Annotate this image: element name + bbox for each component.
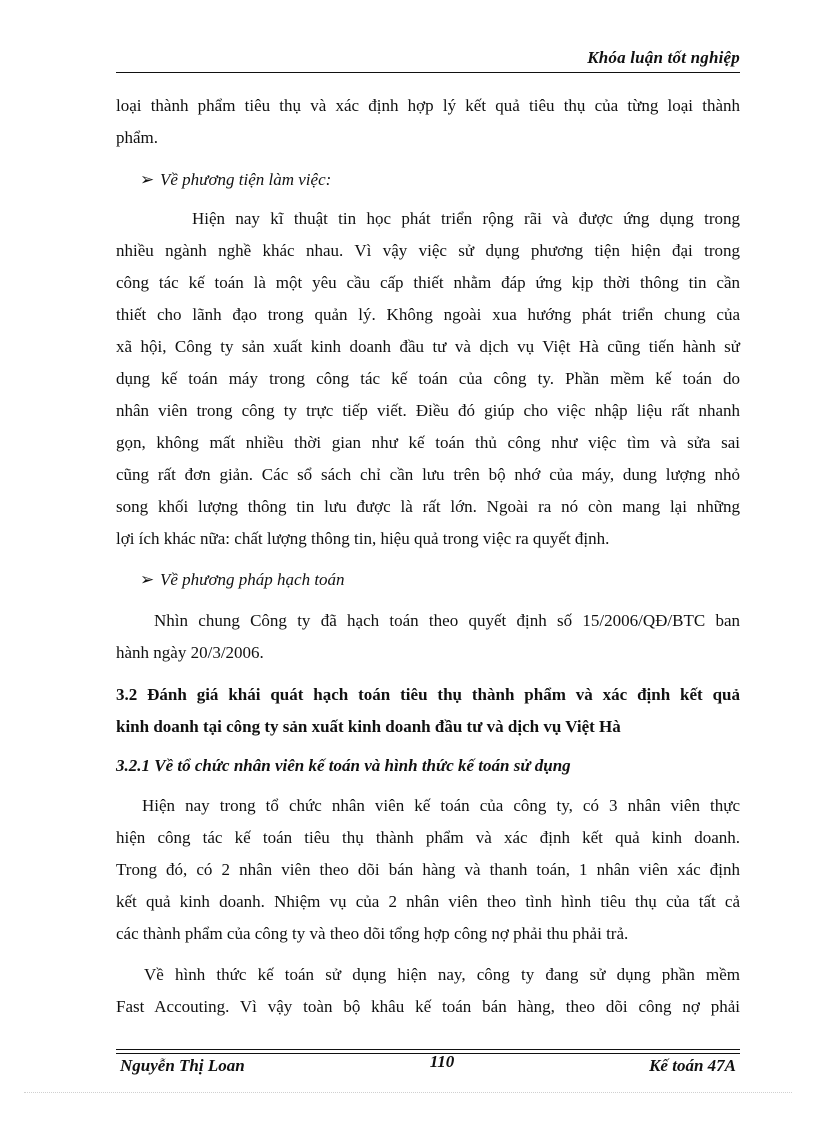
bullet-text: Về phương tiện làm việc: xyxy=(160,170,332,189)
page-border-dots xyxy=(24,1092,792,1093)
bullet-item xyxy=(140,164,331,196)
text-line: kết quả kinh doanh. Nhiệm vụ của 2 nhân viên theo tình hình tiêu thụ của tất cả xyxy=(116,892,740,911)
text-line: loại thành phẩm tiêu thụ và xác định hợp lý kết quả tiêu thụ của từng loại thành xyxy=(116,96,740,115)
text-line: song khối lượng thông tin lưu được là rất lớn. Ngoài ra nó còn mang lại những xyxy=(116,497,740,516)
text-line: công tác kế toán là một yêu cầu cấp thiết nhằm đáp ứng kịp thời thông tin cần xyxy=(116,273,740,292)
text-line: các thành phẩm của công ty và theo dõi tổng hợp công nợ phải thu phải trả. xyxy=(116,924,629,943)
text-line: lợi ích khác nữa: chất lượng thông tin, hiệu quả trong việc ra quyết định. xyxy=(116,529,610,548)
header-rule xyxy=(116,72,740,73)
text-line: hành ngày 20/3/2006. xyxy=(116,643,264,662)
header-title: Khóa luận tốt nghiệp xyxy=(587,48,740,67)
text-line: Hiện nay trong tổ chức nhân viên kế toán của công ty, có 3 nhân viên thực xyxy=(142,796,740,815)
text-line: cũng rất đơn giản. Các sổ sách chỉ cần lưu trên bộ nhớ của máy, dung lượng nhỏ xyxy=(116,465,740,484)
text-line: phẩm. xyxy=(116,128,159,147)
subsection-heading: 3.2.1 Về tổ chức nhân viên kế toán và hình thức kế toán sử dụng xyxy=(116,756,571,775)
text-line: Trong đó, có 2 nhân viên theo dõi bán hàng và thanh toán, 1 nhân viên xác định xyxy=(116,860,740,879)
text-line: Nhìn chung Công ty đã hạch toán theo quyết định số 15/2006/QĐ/BTC ban xyxy=(154,611,740,630)
text-line: nhân viên trong công ty trực tiếp viết. Điều đó giúp cho việc nhập liệu rất nhanh xyxy=(116,401,740,420)
arrow-bullet-icon: ➢ xyxy=(140,170,155,189)
text-line: dụng kế toán máy trong công tác kế toán của công ty. Phần mềm kế toán do xyxy=(116,369,740,388)
text-line: nhiều ngành nghề khác nhau. Vì vậy việc sử dụng phương tiện hiện đại trong xyxy=(116,241,740,260)
text-line: hiện công tác kế toán tiêu thụ thành phẩm và xác định kết quả kinh doanh. xyxy=(116,828,740,847)
text-line: Hiện nay kĩ thuật tin học phát triển rộng rãi và được ứng dụng trong xyxy=(192,209,740,228)
section-heading: 3.2 Đánh giá khái quát hạch toán tiêu thụ thành phẩm và xác định kết quả xyxy=(116,685,740,704)
section-heading: kinh doanh tại công ty sản xuất kinh doanh đầu tư và dịch vụ Việt Hà xyxy=(116,717,621,736)
bullet-text: Về phương pháp hạch toán xyxy=(160,570,345,589)
footer-class: Kế toán 47A xyxy=(649,1056,736,1075)
body-text xyxy=(116,90,740,1050)
bullet-item xyxy=(140,564,345,596)
footer-author: Nguyễn Thị Loan xyxy=(120,1056,245,1075)
text-line: gọn, không mất nhiều thời gian như kế toán thủ công như việc tìm và sửa sai xyxy=(116,433,740,452)
text-line: xã hội, Công ty sản xuất kinh doanh đầu tư và dịch vụ Việt Hà cũng tiến hành sử xyxy=(116,337,740,356)
arrow-bullet-icon: ➢ xyxy=(140,570,155,589)
text-line: thiết cho lãnh đạo trong quản lý. Không ngoài xua hướng phát triển chung của xyxy=(116,305,740,324)
text-line: Về hình thức kế toán sử dụng hiện nay, công ty đang sử dụng phần mềm xyxy=(144,965,740,984)
page-number: 110 xyxy=(429,1052,455,1071)
text-line: Fast Accouting. Vì vậy toàn bộ khâu kế toán bán hàng, theo dõi công nợ phải xyxy=(116,997,740,1016)
